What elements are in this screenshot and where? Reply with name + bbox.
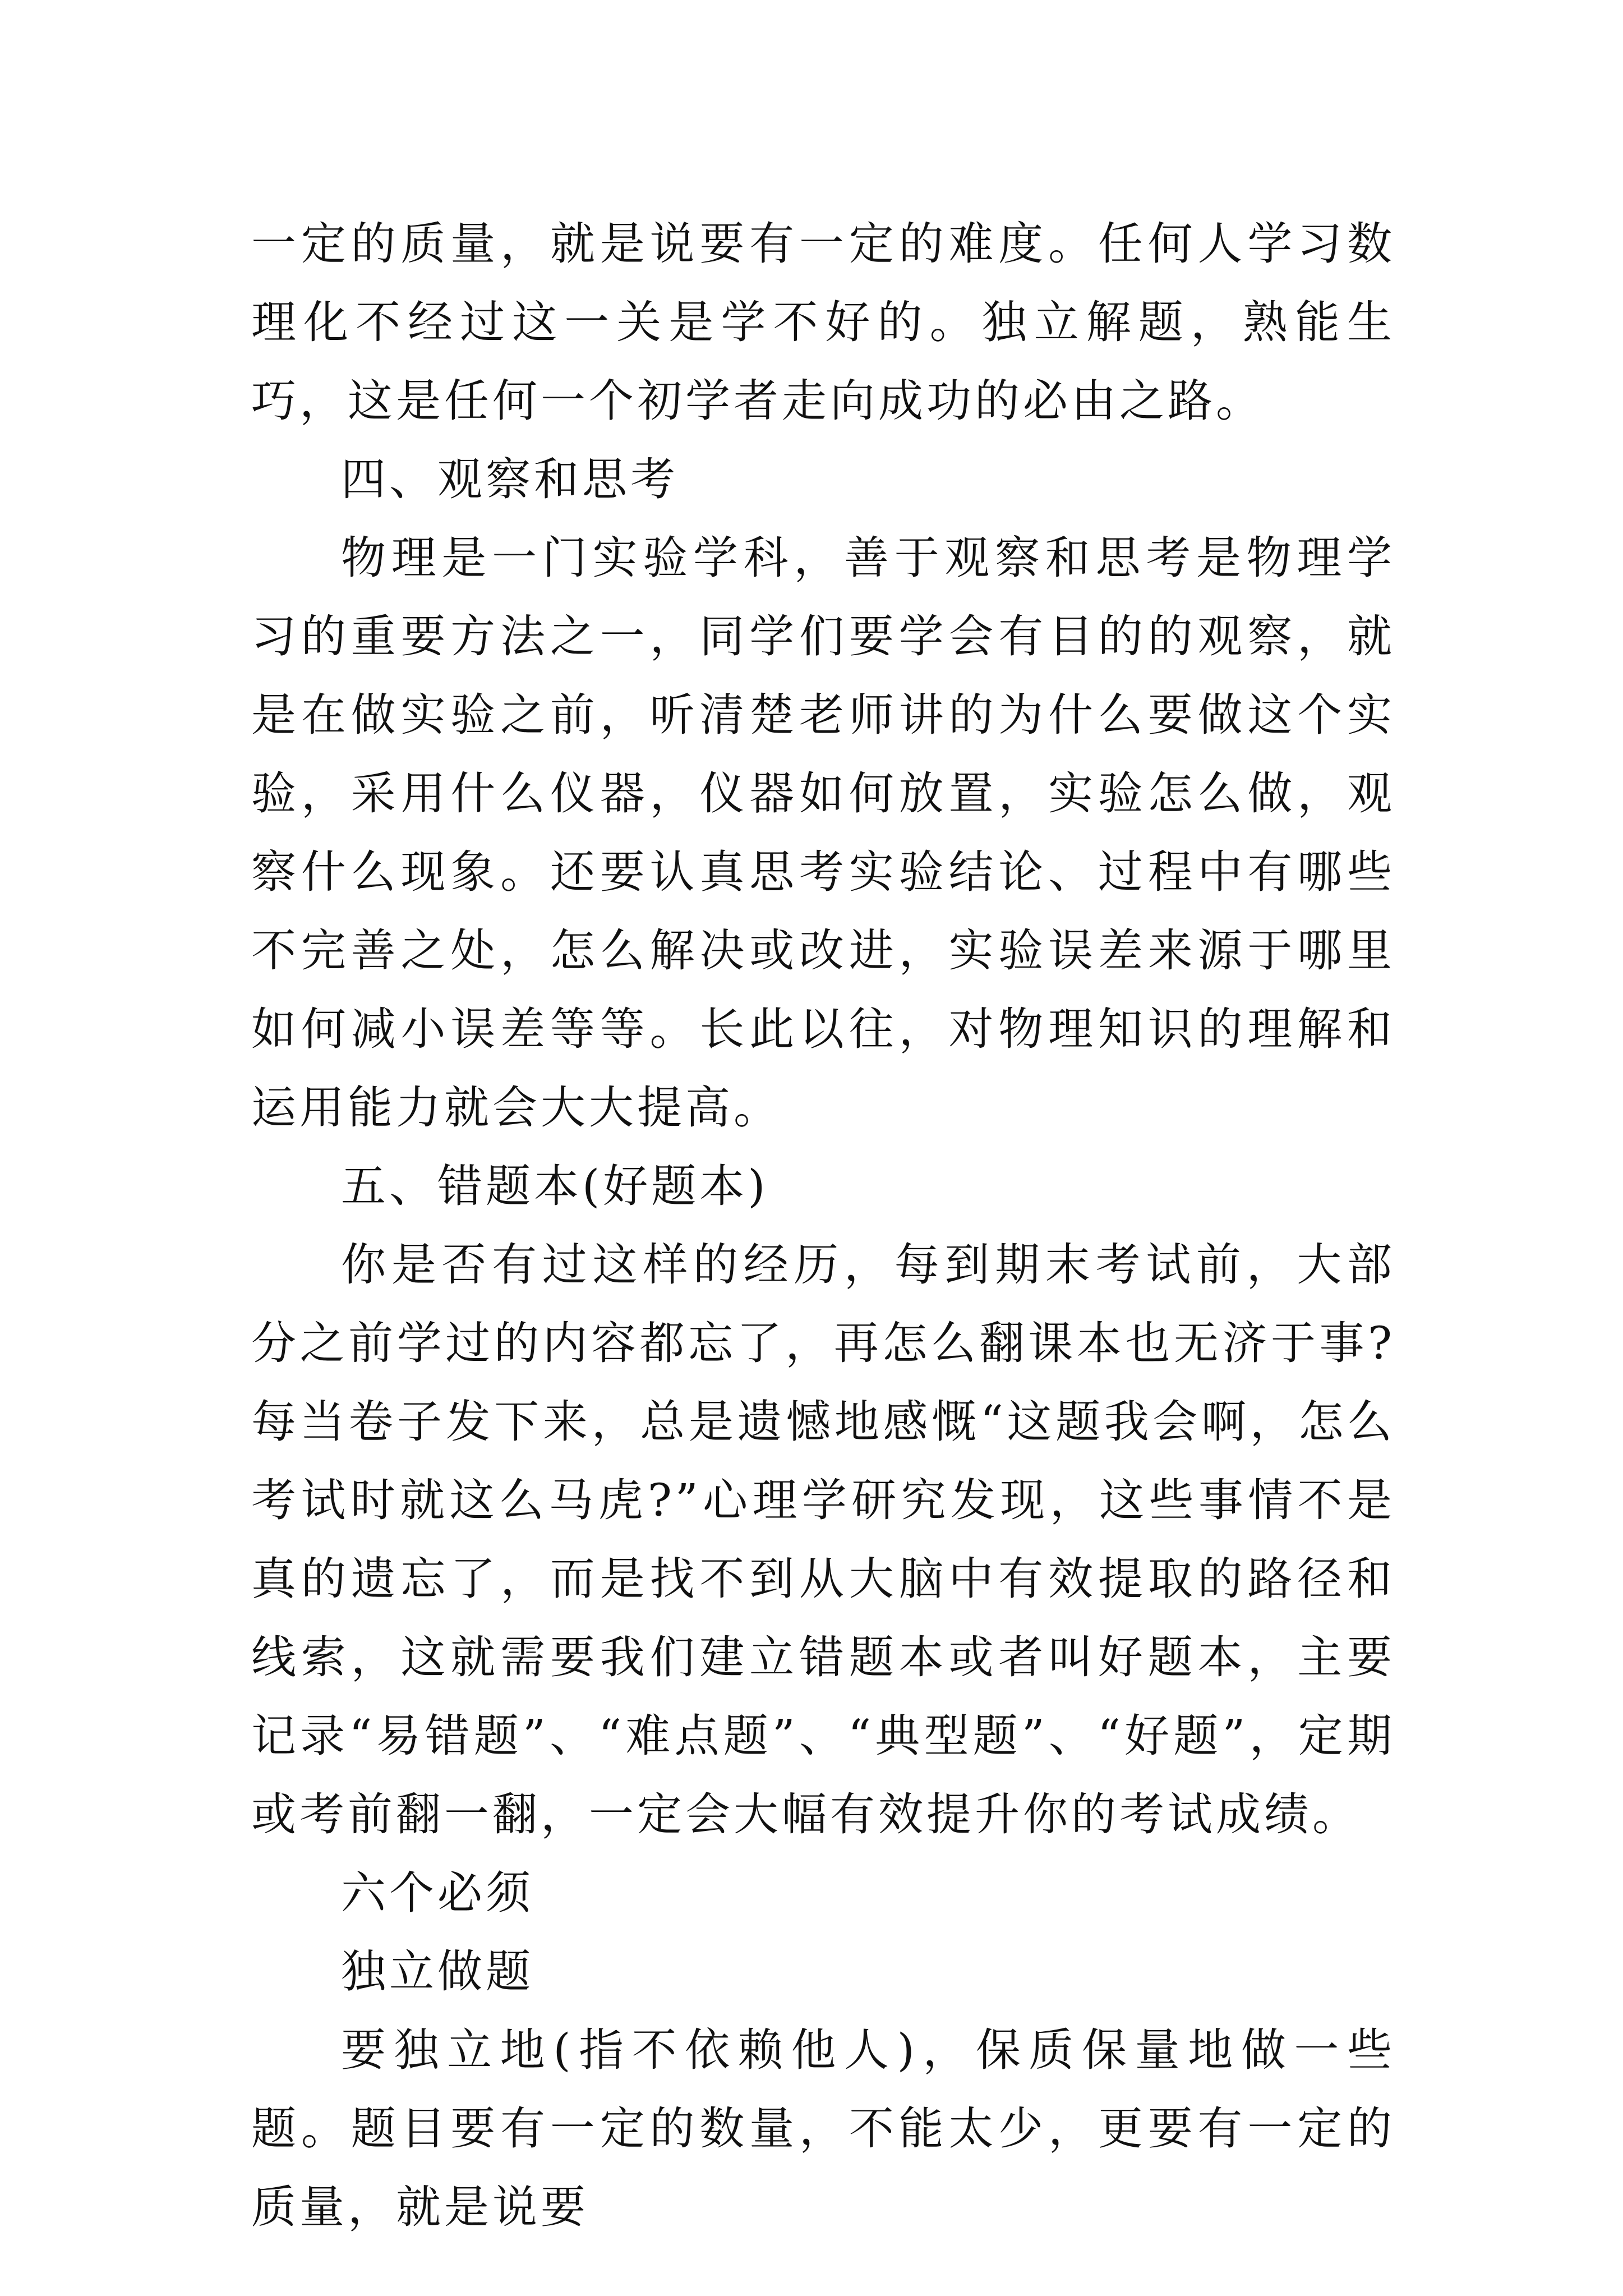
section-heading-six-musts: 六个必须 (341, 1867, 534, 1919)
paragraph-observation: 物理是一门实验学科，善于观察和思考是物理学习的重要方法之一，同学们要学会有目的的观察，就是在做实验之前，听清楚老师讲的为什么要做这个实验，采用什么仪器，仪器如何放置，实验怎么做，观察什么现象。还要认真思考实验结论、过程中有哪些不完善之处，怎么解决或改进，实验误差来源于哪里如何减小误差等等。长此以往，对物理知识的理解和运用能力就会大大提高。 (251, 532, 1395, 1134)
document-body (251, 205, 1395, 2247)
paragraph-independent-practice: 要独立地(指不依赖他人)，保质保量地做一些题。题目要有一定的数量，不能太少，更要有一定的质量，就是说要 (251, 2024, 1395, 2233)
section-heading-error-notebook: 五、错题本(好题本) (341, 1160, 769, 1212)
section-heading-observation: 四、观察和思考 (341, 453, 679, 505)
paragraph-continued: 一定的质量，就是说要有一定的难度。任何人学习数理化不经过这一关是学不好的。独立解题，熟能生巧，这是任何一个初学者走向成功的必由之路。 (251, 218, 1395, 427)
subheading-independent-practice: 独立做题 (341, 1945, 534, 1998)
paragraph-error-notebook: 你是否有过这样的经历，每到期末考试前，大部分之前学过的内容都忘了，再怎么翻课本也无济于事?每当卷子发下来，总是遗憾地感慨“这题我会啊，怎么考试时就这么马虎?”心理学研究发现，这些事情不是真的遗忘了，而是找不到从大脑中有效提取的路径和线索，这就需要我们建立错题本或者叫好题本，主要记录“易错题”、“难点题”、“典型题”、“好题”，定期或考前翻一翻，一定会大幅有效提升你的考试成绩。 (251, 1239, 1395, 1841)
